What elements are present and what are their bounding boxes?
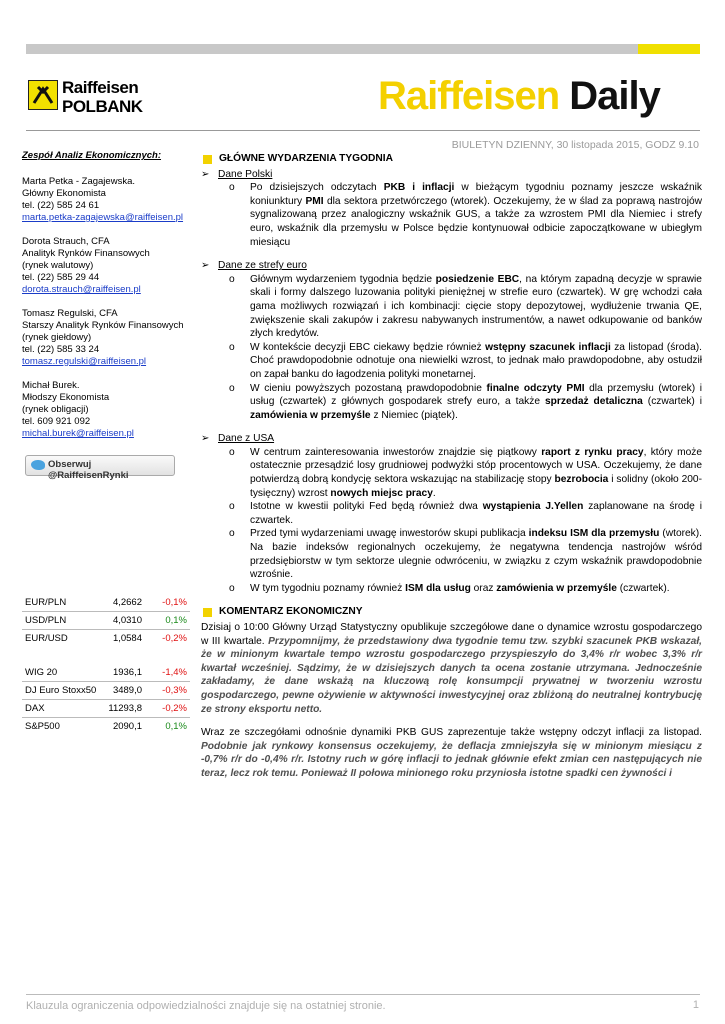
person-line: tel. (22) 585 33 24 bbox=[22, 344, 100, 355]
twitter-follow-button[interactable] bbox=[25, 455, 175, 481]
person-email-link[interactable]: michal.burek@raiffeisen.pl bbox=[22, 428, 134, 439]
footer-divider bbox=[26, 994, 700, 995]
instrument-value: 4,2662 bbox=[112, 597, 142, 608]
brand-part2: Daily bbox=[569, 74, 660, 118]
publication-title bbox=[378, 74, 660, 119]
person-line: tel. (22) 585 29 44 bbox=[22, 272, 100, 283]
person-line: Tomasz Regulski, CFA bbox=[22, 308, 118, 319]
table-row bbox=[22, 700, 190, 718]
instrument-name: DAX bbox=[25, 703, 45, 714]
instrument-value: 11293,8 bbox=[108, 703, 142, 714]
brand-part1: Raiffeisen bbox=[378, 74, 560, 118]
instrument-name: DJ Euro Stoxx50 bbox=[25, 685, 97, 696]
instrument-value: 1,0584 bbox=[112, 633, 142, 644]
person-email-link[interactable]: tomasz.regulski@raiffeisen.pl bbox=[22, 356, 147, 367]
page-number: 1 bbox=[692, 999, 699, 1011]
list-item: o Przed tymi wydarzeniami uwagę inwestorów skupi publikacja indeksu ISM dla przemysłu (wtorek). Na bazie indeksów regionalnych oczekujemy, że negatywna tendencja nastrojów wśród przedsiębiorstw w tym sektorze ulegnie odwróceniu, w związku z czym wskaźnik prawdopodobnie wzrośnie. bbox=[229, 528, 702, 581]
person-contact bbox=[22, 236, 197, 296]
comment-paragraph: Dzisiaj o 10:00 Główny Urząd Statystyczny opublikuje szczegółowe dane o dynamice wzrostu gospodarczego w III kwartale. Przypomnijmy, że przedstawiony dwa tygodnie temu tzw. szybki szacunek PKB wskazał, że w minionym kwartale tempo wzrostu gospodarczego przyspieszyło do 3,4% r/r wobec 3,3% r/r kwartał wcześniej. Sądzimy, że w dzisiejszych danych ta ocena zostanie utrzymana. Jednocześnie zakładamy, że dane wskażą na kluczową rolę konsumpcji prywatnej w tworzeniu wzrostu gospodarczego, pewne ożywienie w aktywności inwestycyjnej oraz zbliżoną do neutralnej kontrybucję ze strony eksportu netto. bbox=[201, 622, 703, 715]
list-item: o W kontekście decyzji EBC ciekawy będzie również wstępny szacunek inflacji za listopad (środa). Choć prawdopodobnie odnotuje ona niewielki wzrost, to jednak mało prawdopodobne, aby ostudził on zapał banku do łagodzenia polityki monetarnej. bbox=[229, 341, 702, 380]
instrument-change: 0,1% bbox=[165, 721, 187, 732]
section-title: Dane ze strefy euro bbox=[218, 260, 307, 272]
person-line: Starszy Analityk Rynków Finansowych bbox=[22, 320, 184, 331]
instrument-change: -0,2% bbox=[162, 703, 187, 714]
person-contact bbox=[22, 176, 197, 224]
bulletin-date: BIULETYN DZIENNY, 30 listopada 2015, GODZ 9.10 bbox=[451, 139, 699, 151]
section-poland bbox=[201, 168, 702, 182]
instrument-name: USD/PLN bbox=[25, 615, 67, 626]
person-line: Michał Burek. bbox=[22, 380, 80, 391]
footer-disclaimer: Klauzula ograniczenia odpowiedzialności znajduje się na ostatniej stronie. bbox=[26, 1000, 386, 1012]
table-row bbox=[22, 594, 190, 612]
twitter-bird-icon bbox=[31, 460, 45, 470]
raiffeisen-polbank-logo bbox=[28, 78, 188, 124]
instrument-name: WIG 20 bbox=[25, 667, 58, 678]
list-item: o W centrum zainteresowania inwestorów znajdzie się piątkowy raport z rynku pracy, który może ostatecznie przesądzić losy grudniowej podwyżki stóp procentowych w USA. Oczekujemy, że dane potwierdzą dobrą kondycję sektora wskazując na stabilizację stopy bezrobocia i solidny (około 200-tysięczny) wzrost nowych miejsc pracy. bbox=[229, 446, 702, 499]
instrument-change: -0,1% bbox=[162, 597, 187, 608]
list-item: o Głównym wydarzeniem tygodnia będzie posiedzenie EBC, na którym zapadną decyzje w sprawie skali i formy dalszego luzowania polityki pieniężnej w strefie euro (czwartek). W grę wchodzi cała gama możliwych rozwiązań i ich kombinacji: cięcie stopy depozytowej, wydłużenie trwania QE, zwiększenie skali zakupów i zakresu nabywanych instrumentów, a nawet odkupowanie od banków złych kredytów. bbox=[229, 273, 702, 340]
person-line: tel. (22) 585 24 61 bbox=[22, 200, 100, 211]
section-title: Dane Polski bbox=[218, 168, 273, 180]
table-row bbox=[22, 682, 190, 700]
instrument-value: 2090,1 bbox=[112, 721, 142, 732]
section-usa bbox=[201, 432, 702, 446]
table-row bbox=[22, 612, 190, 630]
person-line: (rynek walutowy) bbox=[22, 260, 94, 271]
list-item: o W tym tygodniu poznamy również ISM dla usług oraz zamówienia w przemyśle (czwartek). bbox=[229, 582, 670, 594]
comment-heading: KOMENTARZ EKONOMICZNY bbox=[201, 605, 702, 619]
person-line: Dorota Strauch, CFA bbox=[22, 236, 110, 247]
person-line: Marta Petka - Zagajewska. bbox=[22, 176, 135, 187]
instrument-change: -1,4% bbox=[162, 667, 187, 678]
logo-emblem-icon bbox=[28, 80, 58, 110]
section-title: Dane z USA bbox=[218, 433, 275, 445]
person-line: (rynek obligacji) bbox=[22, 404, 89, 415]
top-bar-accent bbox=[638, 44, 700, 54]
person-contact bbox=[22, 380, 197, 440]
instrument-change: 0,1% bbox=[165, 615, 187, 626]
team-title: Zespół Analiz Ekonomicznych: bbox=[22, 150, 162, 161]
sidebar-team bbox=[22, 150, 197, 452]
instrument-name: EUR/USD bbox=[25, 633, 68, 644]
person-line: Główny Ekonomista bbox=[22, 188, 106, 199]
comment-paragraph: Wraz ze szczegółami odnośnie dynamiki PKB GUS zaprezentuje także wstępny odczyt inflacji za listopad. Podobnie jak rynkowy konsensus oczekujemy, że deflacja zmniejszyła się w minionym miesiącu z -0,7% r/r do -0,4% r/r. Istotny ruch w górę inflacji to jednak głównie efekt zmian cen następujących nie teraz, lecz rok temu. Ponieważ II połowa minionego roku przyniosła istotne spadki cen żywności i bbox=[201, 727, 702, 779]
events-heading: GŁÓWNE WYDARZENIA TYGODNIA bbox=[201, 152, 702, 166]
person-line: tel. 609 921 092 bbox=[22, 416, 91, 427]
header-divider bbox=[26, 130, 700, 131]
section-euro bbox=[201, 259, 702, 273]
table-row bbox=[22, 630, 190, 647]
person-email-link[interactable]: marta.petka-zagajewska@raiffeisen.pl bbox=[22, 212, 184, 223]
list-item: o W cieniu powyższych pozostaną prawdopodobnie finalne odczyty PMI dla przemysłu (wtorek) i usług (czwartek) z głównych gospodarek strefy euro, a także sprzedaż detaliczna (czwartek) i zamówienia w przemyśle z Niemiec (piątek). bbox=[229, 382, 703, 421]
person-line: (rynek giełdowy) bbox=[22, 332, 92, 343]
instrument-value: 3489,0 bbox=[112, 685, 142, 696]
instrument-value: 4,0310 bbox=[112, 615, 142, 626]
person-contact bbox=[22, 308, 197, 368]
table-row bbox=[22, 718, 190, 735]
person-line: Analityk Rynków Finansowych bbox=[22, 248, 150, 259]
indices-table bbox=[22, 664, 190, 735]
fx-rates-table bbox=[22, 594, 190, 647]
top-bar bbox=[26, 44, 700, 54]
list-item: o Po dzisiejszych odczytach PKB i inflacji w bieżącym tygodniu poznamy jeszcze wskaźnik koniunktury PMI dla sektora przetwórczego (wtorek). Oczekujemy, że w ślad za poprawą nastrojów sygnalizowaną przez analogiczny wskaźnik GUS, a także za wzrostem PMI dla Niemiec i strefy euro, wskaźnik dla przemysłu w Polsce będzie kontynuował odbicie zapoczątkowane w ubiegłym miesiącu bbox=[229, 182, 702, 248]
instrument-value: 1936,1 bbox=[112, 667, 142, 678]
instrument-change: -0,2% bbox=[162, 633, 187, 644]
twitter-follow-label: Obserwuj @RaiffeisenRynki bbox=[48, 459, 129, 481]
person-email-link[interactable]: dorota.strauch@raiffeisen.pl bbox=[22, 284, 141, 295]
instrument-name: EUR/PLN bbox=[25, 597, 67, 608]
logo-line2: POLBANK bbox=[62, 97, 143, 116]
person-line: Młodszy Ekonomista bbox=[22, 392, 110, 403]
main-content bbox=[201, 152, 702, 781]
instrument-change: -0,3% bbox=[162, 685, 187, 696]
table-row bbox=[22, 664, 190, 682]
instrument-name: S&P500 bbox=[25, 721, 60, 732]
list-item: o Istotne w kwestii polityki Fed będą również dwa wystąpienia J.Yellen zaplanowane na środę i czwartek. bbox=[229, 501, 702, 526]
logo-line1: Raiffeisen bbox=[62, 78, 139, 97]
